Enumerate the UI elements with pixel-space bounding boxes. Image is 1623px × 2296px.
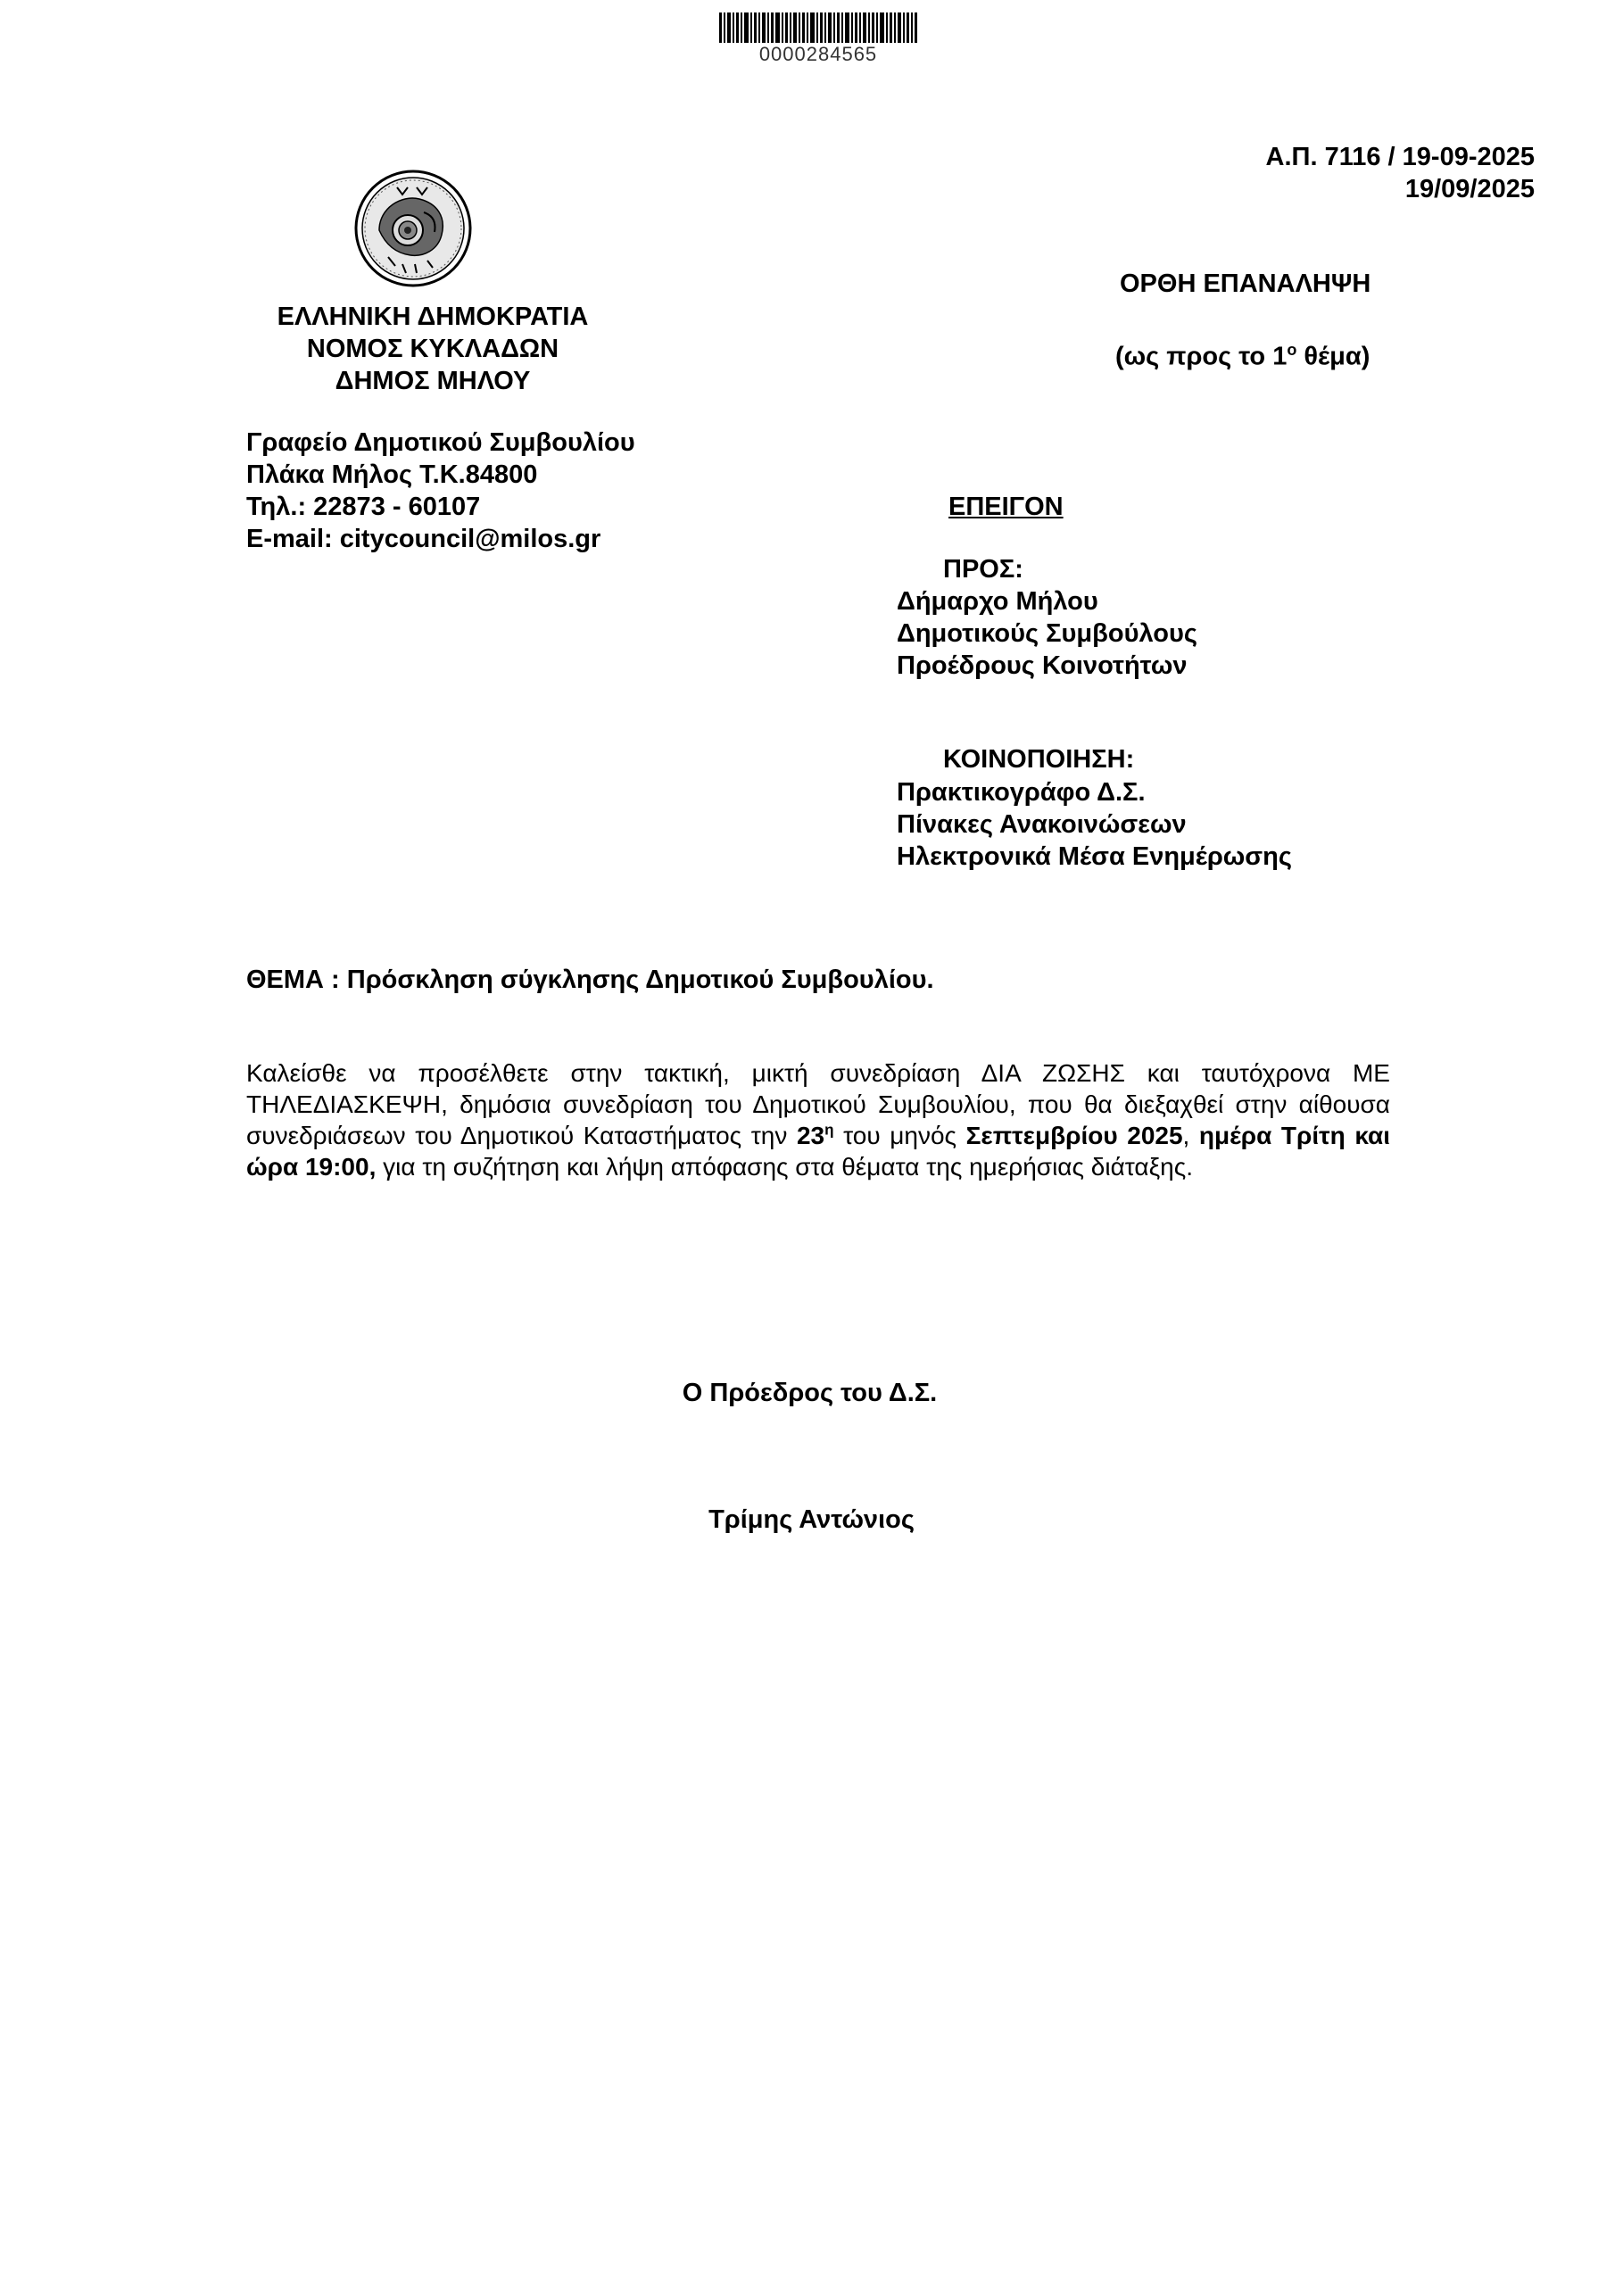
signature-name: Τρίμης Αντώνιος [708,1505,915,1534]
correction-title: ΟΡΘΗ ΕΠΑΝΑΛΗΨΗ [1120,269,1371,298]
recipient-item: Δημοτικούς Συμβούλους [897,619,1197,648]
barcode [719,12,917,43]
recipient-item: Προέδρους Κοινοτήτων [897,651,1188,680]
body-day: 23 [796,1122,825,1149]
correction-note-text: (ως προς το 1 [1115,342,1288,371]
cc-list [897,776,1292,873]
contact-phone: Τηλ.: 22873 - 60107 [246,493,481,521]
subject-line: ΘΕΜΑ : Πρόσκληση σύγκλησης Δημοτικού Συμβουλίου. [246,966,934,994]
recipients-list [897,585,1197,682]
correction-note-end: θέμα) [1296,342,1370,371]
recipients-label: ΠΡΟΣ: [943,555,1023,584]
cc-item: Πρακτικογράφο Δ.Σ. [897,778,1146,807]
body-text: , [1182,1122,1199,1149]
body-month-year: Σεπτεμβρίου 2025 [965,1122,1183,1149]
cc-label: ΚΟΙΝΟΠΟΙΗΣΗ: [943,745,1135,774]
cc-item: Ηλεκτρονικά Μέσα Ενημέρωσης [897,842,1292,871]
recipient-item: Δήμαρχο Μήλου [897,587,1098,616]
body-text: για τη συζήτηση και λήψη απόφασης στα θέματα της ημερήσιας διάταξης. [376,1153,1193,1181]
body-text: του μηνός [833,1122,966,1149]
header-municipality: ΔΗΜΟΣ ΜΗΛΟΥ [335,367,531,395]
issuer-header [241,301,625,397]
body-weekday-time: ημέρα Τρίτη και ώρα 19:00, [246,1122,1390,1181]
correction-note [1115,334,1370,373]
header-prefecture: ΝΟΜΟΣ ΚΥΚΛΑΔΩΝ [306,335,559,363]
contact-office: Γραφείο Δημοτικού Συμβουλίου [246,428,635,457]
signature-title: Ο Πρόεδρος του Δ.Σ. [682,1379,938,1407]
signature-name-block [0,1504,1623,1536]
barcode-number: 0000284565 [758,43,878,65]
invitation-paragraph [246,1057,1390,1182]
contact-block [246,427,635,555]
urgent-label: ΕΠΕΙΓΟΝ [948,493,1064,521]
body-day-sup: η [824,1121,834,1139]
protocol-block [1266,141,1535,205]
municipal-seal-icon [352,168,475,290]
header-country: ΕΛΛΗΝΙΚΗ ΔΗΜΟΚΡΑΤΙΑ [277,303,589,331]
correction-note-sup: ο [1287,341,1297,359]
cc-item: Πίνακες Ανακοινώσεων [897,810,1187,839]
protocol-number: Α.Π. 7116 / 19-09-2025 [1265,143,1535,171]
protocol-date: 19/09/2025 [1404,175,1535,203]
signature-block [0,1377,1623,1409]
contact-email: E-mail: citycouncil@milos.gr [246,525,601,553]
body-text: Καλείσθε να προσέλθετε στην τακτική, μικτή συνεδρίαση ΔΙΑ ΖΩΣΗΣ και ταυτόχρονα ΜΕ ΤΗΛΕΔΙΑΣΚΕΨΗ, δημόσια συνεδρίαση του Δημοτικού Συμβουλίου, που θα διεξαχθεί στην αίθουσα συνεδριάσεων του Δημοτικού Καταστήματος την [246,1059,1390,1149]
contact-address: Πλάκα Μήλος Τ.Κ.84800 [246,460,538,489]
